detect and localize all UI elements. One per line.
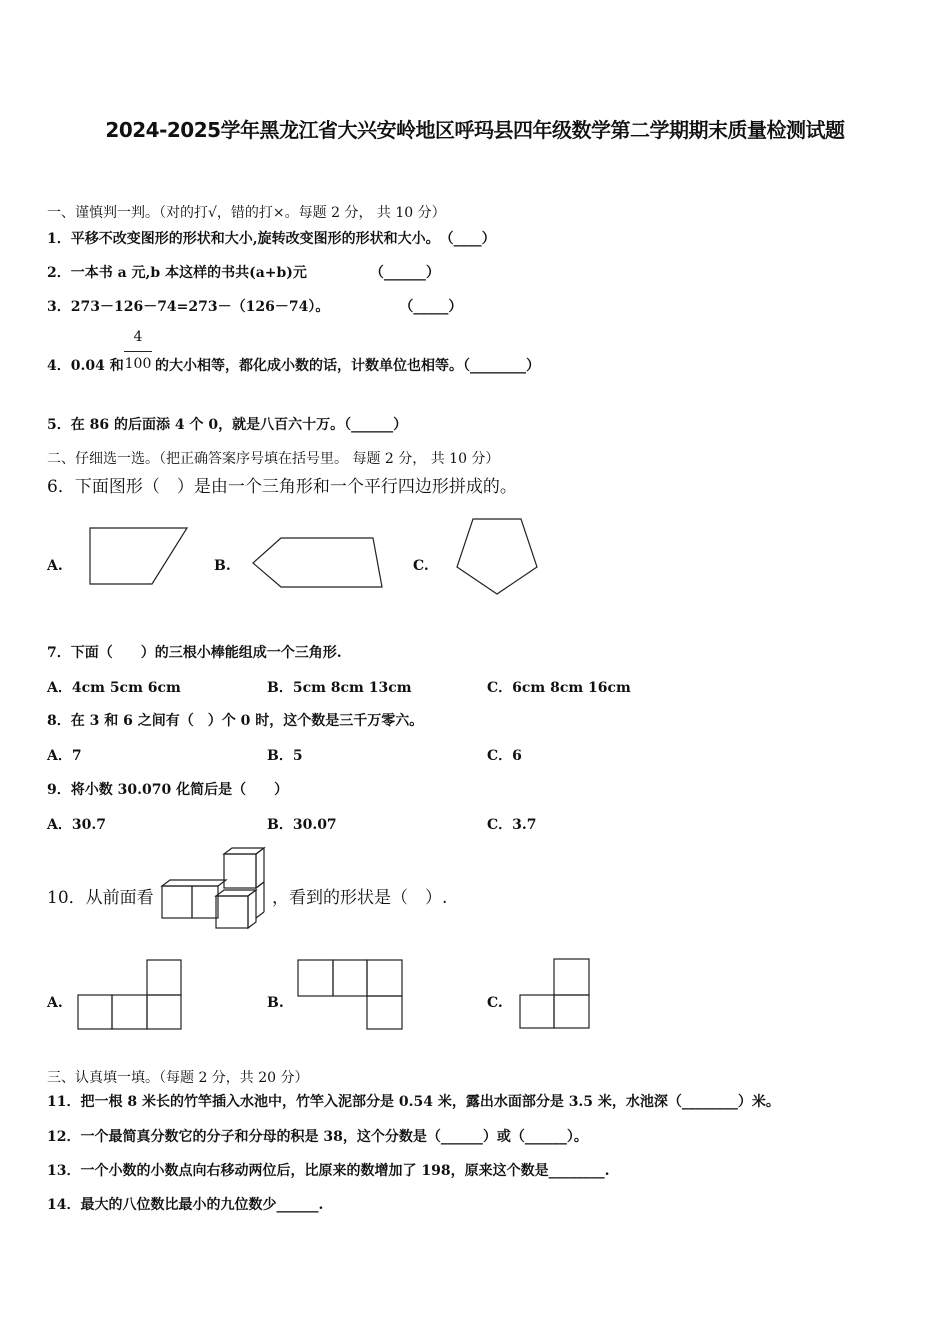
q10-option-a-label: A. [47,995,63,1011]
fraction-numerator: 4 [133,329,143,345]
section-1-heading: 一、谨慎判一判。（对的打√，错的打×。每题 2 分， 共 10 分） [47,205,446,221]
parallelogram-figure [88,526,190,586]
q6-option-a-label: A. [47,558,63,574]
section-3-heading: 三、认真填一填。（每题 2 分，共 20 分） [47,1070,309,1086]
cube-stack-figure [160,846,270,932]
view-option-a-figure [76,958,184,1032]
question-1: 1．平移不改变图形的形状和大小,旋转改变图形的形状和大小。 （____） [47,231,496,247]
fraction-bar [124,351,152,352]
question-5: 5．在 86 的后面添 4 个 0，就是八百六十万。（______） [47,417,408,433]
q10-option-c-label: C. [487,995,503,1011]
question-10-prefix: 10．从前面看 [47,888,154,908]
q9-option-b: B．30.07 [267,817,337,833]
regular-pentagon-figure [455,517,539,597]
view-option-b-figure [296,958,408,1032]
question-14: 14．最大的八位数比最小的九位数少______. [47,1197,324,1213]
q8-option-c: C．6 [487,748,522,764]
q7-option-a: A．4cm 5cm 6cm [47,680,181,696]
section-2-heading: 二、仔细选一选。（把正确答案序号填在括号里。 每题 2 分， 共 10 分） [47,451,500,467]
question-3: 3．273－126－74=273－（126－74）。 （_____） [47,299,463,315]
question-8: 8．在 3 和 6 之间有（ ）个 0 时，这个数是三千万零六。 [47,713,424,729]
q8-option-b: B．5 [267,748,303,764]
q10-option-b-label: B. [267,995,284,1011]
q7-option-b: B．5cm 8cm 13cm [267,680,412,696]
question-9: 9．将小数 30.070 化简后是（ ） [47,782,289,798]
question-4-prefix: 4．0.04 和 [47,358,124,374]
question-10-suffix: ，看到的形状是（ ）. [272,888,448,908]
question-4-suffix: 的大小相等，都化成小数的话，计数单位也相等。（________） [155,358,540,374]
page-title: 2024-2025学年黑龙江省大兴安岭地区呼玛县四年级数学第二学期期末质量检测试题 [105,118,845,142]
question-6: 6．下面图形（ ）是由一个三角形和一个平行四边形拼成的。 [47,477,517,497]
q9-option-a: A．30.7 [47,817,106,833]
q8-option-a: A．7 [47,748,82,764]
question-12: 12．一个最简真分数它的分子和分母的积是 38，这个分数是（______）或（______）。 [47,1129,588,1145]
view-option-c-figure [518,957,592,1031]
q6-option-b-label: B. [214,558,231,574]
question-11: 11．把一根 8 米长的竹竿插入水池中，竹竿入泥部分是 0.54 米，露出水面部分是 3.5 米，水池深（________）米。 [47,1094,780,1110]
question-13: 13．一个小数的小数点向右移动两位后，比原来的数增加了 198，原来这个数是________. [47,1163,610,1179]
question-7: 7．下面（ ）的三根小棒能组成一个三角形. [47,645,342,661]
fraction-denominator: 100 [124,356,152,372]
question-2: 2．一本书 a 元,b 本这样的书共(a+b)元 （______） [47,265,440,281]
q7-option-c: C．6cm 8cm 16cm [487,680,631,696]
q6-option-c-label: C. [413,558,429,574]
pentagon-composite-figure [251,536,385,590]
q9-option-c: C．3.7 [487,817,537,833]
